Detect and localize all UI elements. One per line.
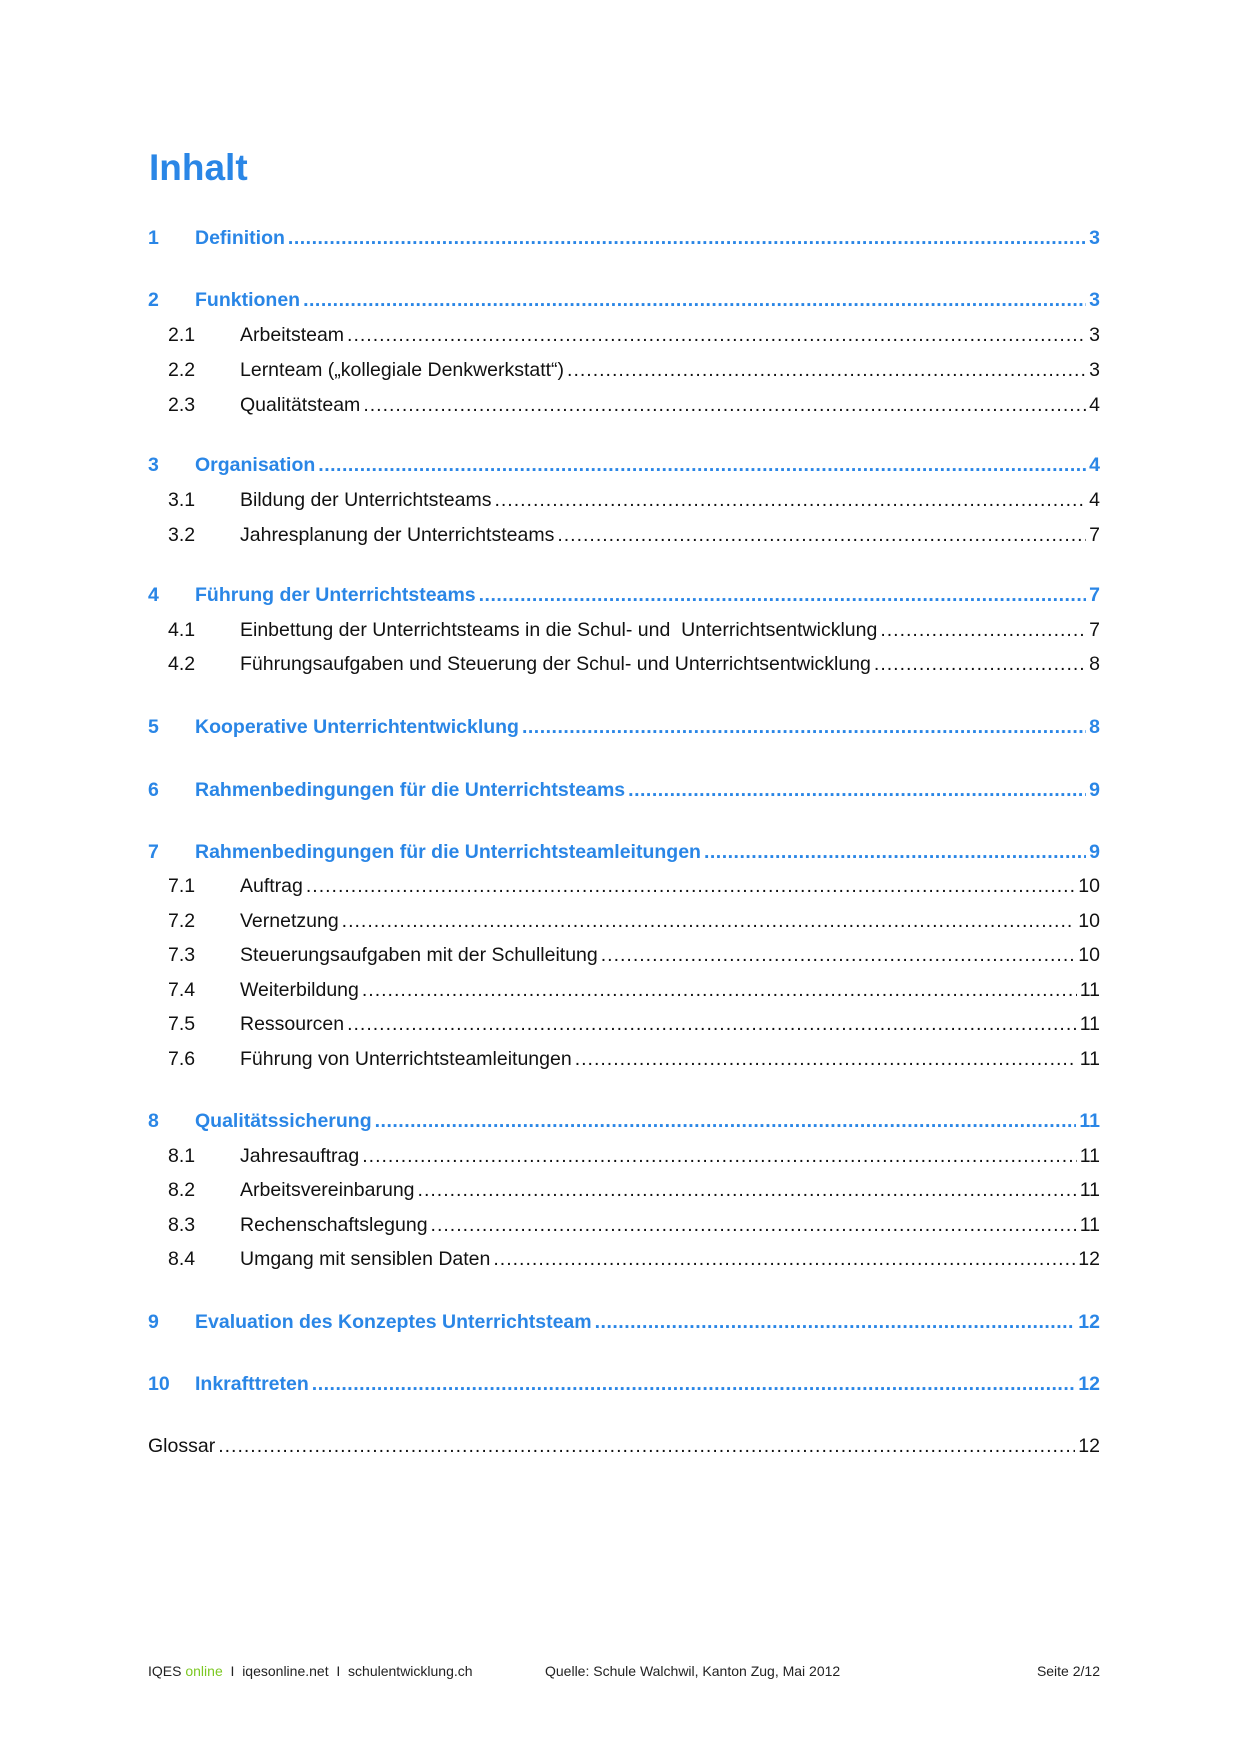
toc-entry-number: 8.3 xyxy=(168,1214,196,1236)
toc-entry-page[interactable]: 4 xyxy=(1089,489,1100,511)
toc-entry-number: 10 xyxy=(148,1373,170,1395)
dot-leader xyxy=(557,522,1086,548)
toc-entry-page[interactable]: 3 xyxy=(1089,289,1100,311)
toc-entry-number: 7.2 xyxy=(168,910,196,932)
dot-leader xyxy=(575,1046,1077,1072)
dot-leader xyxy=(218,1433,1075,1459)
toc-subentry[interactable] xyxy=(168,392,1100,418)
toc-entry-number: 8.2 xyxy=(168,1179,196,1201)
toc-entry-label[interactable]: Auftrag xyxy=(240,875,303,897)
toc-entry-number: 7.5 xyxy=(168,1013,196,1035)
toc-subentry[interactable] xyxy=(168,1143,1100,1169)
toc-entry-page[interactable]: 8 xyxy=(1089,653,1100,675)
toc-entry-page[interactable]: 12 xyxy=(1078,1248,1100,1270)
toc-entry-number: 8.1 xyxy=(168,1145,196,1167)
toc-entry[interactable] xyxy=(148,582,1100,608)
dot-leader xyxy=(342,908,1076,934)
toc-entry-number: 4.1 xyxy=(168,619,196,641)
toc-entry-page[interactable]: 11 xyxy=(1079,1179,1100,1201)
toc-entry-label[interactable]: Steuerungsaufgaben mit der Schulleitung xyxy=(240,944,598,966)
toc-entry-glossar[interactable] xyxy=(148,1433,1100,1459)
toc-subentry[interactable] xyxy=(168,1212,1100,1238)
dot-leader xyxy=(347,1011,1077,1037)
toc-subentry[interactable] xyxy=(168,357,1100,383)
footer-source: Quelle: Schule Walchwil, Kanton Zug, Mai 2012 xyxy=(545,1663,841,1679)
toc-entry-number: 7 xyxy=(148,841,159,863)
toc-entry-label[interactable]: Bildung der Unterrichtsteams xyxy=(240,489,492,511)
toc-entry-number: 3.2 xyxy=(168,524,196,546)
toc-entry-label[interactable]: Arbeitsteam xyxy=(240,324,345,346)
toc-entry-label[interactable]: Funktionen xyxy=(195,289,301,311)
toc-entry-label[interactable]: Rahmenbedingungen für die Unterrichtsteams xyxy=(195,779,626,801)
toc-entry-page[interactable]: 11 xyxy=(1079,979,1100,1001)
page-title: Inhalt xyxy=(149,147,248,188)
toc-entry[interactable] xyxy=(148,714,1100,740)
dot-leader xyxy=(375,1108,1077,1134)
footer-page-indicator: Seite 2/12 xyxy=(1036,1663,1100,1679)
toc-entry-label[interactable]: Glossar xyxy=(148,1435,216,1457)
toc-entry-label[interactable]: Führung der Unterrichtsteams xyxy=(195,584,476,606)
toc-entry[interactable] xyxy=(148,1309,1100,1335)
toc-entry-label[interactable]: Ressourcen xyxy=(240,1013,345,1035)
toc-entry-page[interactable]: 9 xyxy=(1089,779,1100,801)
toc-entry-page[interactable]: 8 xyxy=(1089,716,1100,738)
toc-subentry[interactable] xyxy=(168,322,1100,348)
toc-entry-page[interactable]: 9 xyxy=(1089,841,1100,863)
toc-entry-page[interactable]: 10 xyxy=(1078,944,1100,966)
toc-entry-label[interactable]: Qualitätsteam xyxy=(240,394,361,416)
toc-entry-number: 4.2 xyxy=(168,653,196,675)
dot-leader xyxy=(479,582,1087,608)
dot-leader xyxy=(418,1177,1077,1203)
dot-leader xyxy=(306,873,1075,899)
footer-site-iqesonline[interactable]: iqesonline.net xyxy=(242,1663,329,1679)
dot-leader xyxy=(312,1371,1076,1397)
dot-leader xyxy=(347,322,1086,348)
toc-entry-label[interactable]: Führung von Unterrichtsteamleitungen xyxy=(240,1048,572,1070)
toc-entry-label[interactable]: Inkrafttreten xyxy=(195,1373,309,1395)
toc-entry[interactable] xyxy=(148,1371,1100,1397)
dot-leader xyxy=(493,1246,1075,1272)
dot-leader xyxy=(363,392,1086,418)
toc-entry-page[interactable]: 4 xyxy=(1089,454,1100,476)
toc-entry-page[interactable]: 11 xyxy=(1079,1110,1100,1132)
toc-entry-number: 6 xyxy=(148,779,159,801)
toc-subentry[interactable] xyxy=(168,522,1100,548)
toc-entry-page[interactable]: 12 xyxy=(1078,1373,1100,1395)
toc-entry-number: 7.1 xyxy=(168,875,196,897)
toc-entry-label[interactable]: Jahresauftrag xyxy=(240,1145,360,1167)
footer-separator: I xyxy=(336,1663,341,1679)
dot-leader xyxy=(880,617,1086,643)
toc-entry-page[interactable]: 3 xyxy=(1089,227,1100,249)
dot-leader xyxy=(601,942,1076,968)
toc-entry-number: 2 xyxy=(148,289,159,311)
toc-entry-number: 2.3 xyxy=(168,394,196,416)
toc-entry[interactable] xyxy=(148,1108,1100,1134)
toc-entry-label[interactable]: Vernetzung xyxy=(240,910,339,932)
footer-branding xyxy=(148,1660,473,1682)
toc-entry-page[interactable]: 3 xyxy=(1089,324,1100,346)
toc-entry-page[interactable]: 11 xyxy=(1079,1214,1100,1236)
toc-entry[interactable] xyxy=(148,287,1100,313)
toc-entry-label[interactable]: Jahresplanung der Unterrichtsteams xyxy=(240,524,555,546)
toc-subentry[interactable] xyxy=(168,942,1100,968)
dot-leader xyxy=(494,487,1086,513)
toc-entry-number: 5 xyxy=(148,716,159,738)
toc-entry-label[interactable]: Arbeitsvereinbarung xyxy=(240,1179,415,1201)
dot-leader xyxy=(303,287,1086,313)
toc-entry-label[interactable]: Weiterbildung xyxy=(240,979,359,1001)
toc-entry-number: 9 xyxy=(148,1311,159,1333)
toc-entry-label[interactable]: Kooperative Unterrichtentwicklung xyxy=(195,716,519,738)
toc-subentry[interactable] xyxy=(168,977,1100,1003)
toc-entry-label[interactable]: Rechenschaftslegung xyxy=(240,1214,428,1236)
toc-entry-label[interactable]: Evaluation des Konzeptes Unterrichtsteam xyxy=(195,1311,592,1333)
dot-leader xyxy=(288,225,1086,251)
toc-entry-number: 3 xyxy=(148,454,159,476)
toc-entry-number: 2.2 xyxy=(168,359,196,381)
dot-leader xyxy=(522,714,1086,740)
toc-subentry[interactable] xyxy=(168,873,1100,899)
footer-brand: IQES xyxy=(148,1663,182,1679)
toc-entry-number: 3.1 xyxy=(168,489,196,511)
dot-leader xyxy=(874,651,1086,677)
toc-entry-number: 8.4 xyxy=(168,1248,196,1270)
dot-leader xyxy=(704,839,1086,865)
toc-entry-page[interactable]: 7 xyxy=(1089,619,1100,641)
toc-subentry[interactable] xyxy=(168,617,1100,643)
toc-entry[interactable] xyxy=(148,225,1100,251)
dot-leader xyxy=(431,1212,1077,1238)
toc-entry-label[interactable]: Führungsaufgaben und Steuerung der Schul- und Unterrichtsentwicklung xyxy=(240,653,871,675)
toc-subentry[interactable] xyxy=(168,651,1100,677)
dot-leader xyxy=(362,1143,1077,1169)
toc-subentry[interactable] xyxy=(168,1246,1100,1272)
toc-subentry[interactable] xyxy=(168,487,1100,513)
dot-leader xyxy=(567,357,1086,383)
toc-entry-label[interactable]: Organisation xyxy=(195,454,316,476)
toc-entry-page[interactable]: 10 xyxy=(1078,910,1100,932)
toc-entry-page[interactable]: 11 xyxy=(1079,1048,1100,1070)
page-footer xyxy=(148,1660,1100,1682)
toc-entry-page[interactable]: 12 xyxy=(1078,1311,1100,1333)
toc-entry-number: 1 xyxy=(148,227,159,249)
toc-entry-number: 2.1 xyxy=(168,324,196,346)
toc-entry[interactable] xyxy=(148,452,1100,478)
toc-entry-page[interactable]: 7 xyxy=(1089,524,1100,546)
toc-subentry[interactable] xyxy=(168,1011,1100,1037)
toc-subentry[interactable] xyxy=(168,1046,1100,1072)
toc-entry-page[interactable]: 11 xyxy=(1079,1145,1100,1167)
toc-entry-page[interactable]: 3 xyxy=(1089,359,1100,381)
dot-leader xyxy=(362,977,1077,1003)
toc-entry-page[interactable]: 10 xyxy=(1078,875,1100,897)
toc-entry-page[interactable]: 12 xyxy=(1078,1435,1100,1457)
toc-entry-number: 4 xyxy=(148,584,159,606)
toc-entry-number: 7.4 xyxy=(168,979,196,1001)
toc-entry-label[interactable]: Qualitätssicherung xyxy=(195,1110,372,1132)
toc-entry-label[interactable]: Definition xyxy=(195,227,285,249)
toc-entry-label[interactable]: Lernteam („kollegiale Denkwerkstatt“) xyxy=(240,359,565,381)
dot-leader xyxy=(628,777,1086,803)
toc-subentry[interactable] xyxy=(168,908,1100,934)
toc-entry-page[interactable]: 4 xyxy=(1089,394,1100,416)
footer-separator: I xyxy=(230,1663,235,1679)
toc-entry-number: 7.3 xyxy=(168,944,196,966)
toc-entry-number: 8 xyxy=(148,1110,159,1132)
toc-entry[interactable] xyxy=(148,839,1100,865)
toc-entry-number: 7.6 xyxy=(168,1048,196,1070)
toc-entry-label[interactable]: Umgang mit sensiblen Daten xyxy=(240,1248,491,1270)
toc-entry-label[interactable]: Einbettung der Unterrichtsteams in die Schul- und Unterrichtsentwicklung xyxy=(240,619,878,641)
toc-entry-label[interactable]: Rahmenbedingungen für die Unterrichtsteamleitungen xyxy=(195,841,701,863)
toc-entry-page[interactable]: 11 xyxy=(1079,1013,1100,1035)
toc-entry[interactable] xyxy=(148,777,1100,803)
dot-leader xyxy=(595,1309,1076,1335)
toc-entry-page[interactable]: 7 xyxy=(1089,584,1100,606)
footer-site-schulentwicklung[interactable]: schulentwicklung.ch xyxy=(348,1663,473,1679)
footer-brand-suffix: online xyxy=(185,1663,223,1679)
dot-leader xyxy=(318,452,1086,478)
toc-subentry[interactable] xyxy=(168,1177,1100,1203)
